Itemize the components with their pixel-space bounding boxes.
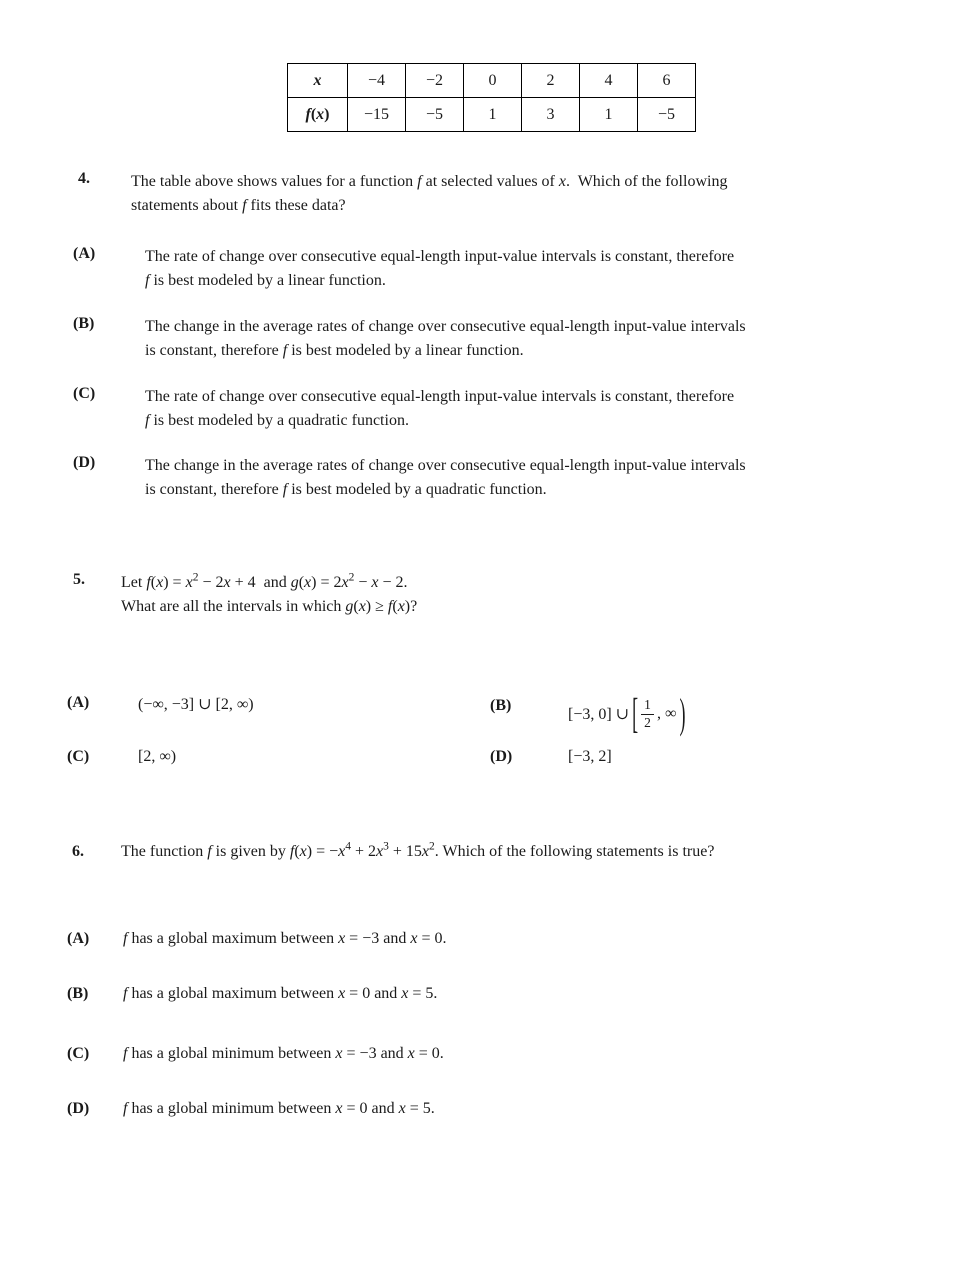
q6-choice-c-text: f has a global minimum between x = −3 and x = 0. (123, 1045, 444, 1062)
fx-value-cell: −5 (638, 98, 696, 132)
fx-value-cell: 1 (580, 98, 638, 132)
x-value-cell: −4 (348, 64, 406, 98)
q4-choice-d-text: The change in the average rates of change over consecutive equal-length input-value intervals is constant, therefore f is best modeled by a quadratic function. (145, 457, 746, 498)
q5-choice-b-label: (B) (490, 697, 512, 714)
fx-value-cell: 3 (522, 98, 580, 132)
q5-choice-a-value: (−∞, −3] ∪ [2, ∞) (138, 696, 254, 713)
q5-choice-c-value: [2, ∞) (138, 748, 177, 765)
q6-choice-d-label: (D) (67, 1100, 90, 1117)
fx-value-cell: −5 (406, 98, 464, 132)
fx-value-cell: −15 (348, 98, 406, 132)
x-value-cell: 4 (580, 64, 638, 98)
q5-choice-d-label: (D) (490, 748, 513, 765)
x-row (288, 64, 696, 98)
question-4-text: The table above shows values for a function f at selected values of x. Which of the following statements about f fits these data? (131, 173, 728, 214)
x-value-cell: 2 (522, 64, 580, 98)
x-row-label: x (288, 64, 348, 98)
x-value-cell: 6 (638, 64, 696, 98)
q5-choice-c-label: (C) (67, 748, 90, 765)
q5-choice-d-value: [−3, 2] (568, 748, 612, 765)
q4-choice-a-label: (A) (73, 245, 96, 262)
q4-choice-b-text: The change in the average rates of change over consecutive equal-length input-value intervals is constant, therefore f is best modeled by a linear function. (145, 318, 746, 359)
q4-choice-d-label: (D) (73, 454, 96, 471)
values-table (287, 63, 696, 132)
q6-choice-b-text: f has a global maximum between x = 0 and x = 5. (123, 985, 438, 1002)
question-4-number: 4. (78, 170, 90, 187)
q6-choice-c-label: (C) (67, 1045, 90, 1062)
fx-row-label: f(x) (288, 98, 348, 132)
x-value-cell: 0 (464, 64, 522, 98)
q6-choice-a-label: (A) (67, 930, 90, 947)
fx-row (288, 98, 696, 132)
x-value-cell: −2 (406, 64, 464, 98)
q6-choice-b-label: (B) (67, 985, 89, 1002)
q6-choice-d-text: f has a global minimum between x = 0 and x = 5. (123, 1100, 435, 1117)
question-5-number: 5. (73, 571, 85, 588)
q4-choice-c-label: (C) (73, 385, 96, 402)
fx-value-cell: 1 (464, 98, 522, 132)
q4-choice-b-label: (B) (73, 315, 95, 332)
q6-choice-a-text: f has a global maximum between x = −3 and x = 0. (123, 930, 447, 947)
question-6-number: 6. (72, 843, 84, 860)
q5-choice-b-value: [−3, 0] ∪ [ $\frac{1}{2}$ , ∞ ) (568, 689, 686, 737)
q5-choice-a-label: (A) (67, 694, 90, 711)
question-5-text: Let $f(x) = x^2 - 2x + 4$ and $g(x) = 2x^2 - x - 2$. What are all the intervals in which g(x) ≥ f(x)? (121, 571, 418, 615)
q4-choice-c-text: The rate of change over consecutive equal-length input-value intervals is constant, therefore f is best modeled by a quadratic function. (145, 388, 735, 429)
q4-choice-a-text: The rate of change over consecutive equal-length input-value intervals is constant, therefore f is best modeled by a linear function. (145, 248, 735, 289)
question-6-text: The function f is given by $f(x) = -x^4 + 2x^3 + 15x^2$. Which of the following statements is true? (121, 840, 715, 860)
